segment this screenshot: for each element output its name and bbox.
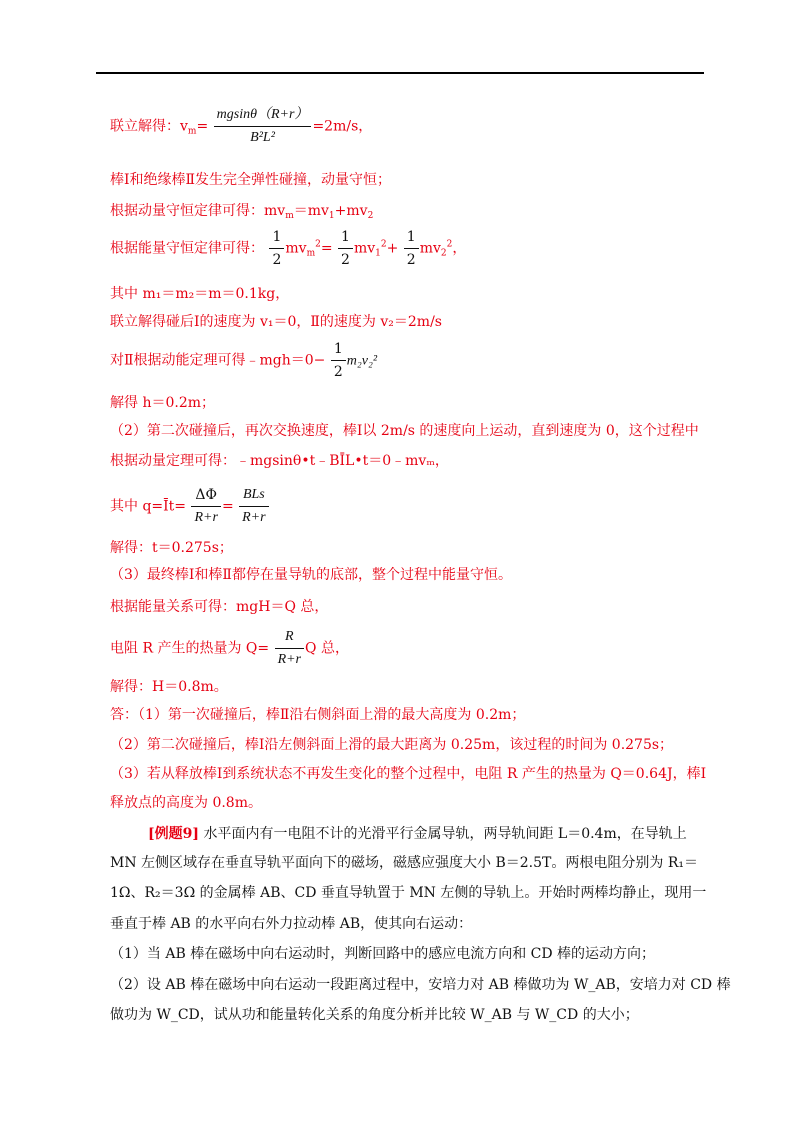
- solution-line-9: （2）第二次碰撞后，再次交换速度，棒Ⅰ以 2m/s 的速度向上运动，直到速度为 0，这个过程中: [110, 423, 699, 439]
- solution-line-15: [110, 628, 349, 669]
- example-line-2: MN 左侧区域存在垂直导轨平面向下的磁场，磁感应强度大小 B＝2.5T。两根电阻分别为 R₁＝: [110, 855, 698, 871]
- text: mv: [419, 240, 441, 257]
- text: m: [187, 126, 197, 137]
- answer-line-3: （3）若从释放棒Ⅰ到系统状态不再发生变化的整个过程中，电阻 R 产生的热量为 Q＝0.64J，棒Ⅰ: [110, 766, 707, 782]
- text: 1: [375, 248, 381, 259]
- solution-line-4: [110, 228, 466, 269]
- fraction-numerator: 1: [404, 228, 419, 249]
- fraction-denominator: 2: [272, 252, 282, 268]
- text: mv: [285, 240, 307, 257]
- example-line-1: [148, 824, 687, 844]
- solution-line-16: 解得：H＝0.8m。: [110, 679, 228, 695]
- fraction-half: [404, 228, 419, 269]
- solution-line-8: 解得 h＝0.2m；: [110, 395, 216, 411]
- text: +mv: [334, 203, 368, 219]
- text: 其中 q=Īt=: [110, 498, 187, 515]
- solution-line-10: 根据动量定理可得：﹣mgsinθ•t﹣BĪL•t＝0﹣mvₘ，: [110, 453, 449, 469]
- fraction-denominator: R+r: [277, 652, 302, 667]
- text: 电阻 R 产生的热量为 Q=: [110, 640, 270, 657]
- fraction-half: [269, 228, 284, 269]
- fraction-numerator: ΔΦ: [191, 486, 220, 507]
- fraction-denominator: 2: [341, 252, 350, 268]
- answer-line-2: （2）第二次碰撞后，棒Ⅰ沿左侧斜面上滑的最大距离为 0.25m，该过程的时间为 0.275s；: [110, 737, 674, 753]
- text: 1: [328, 211, 335, 221]
- text: 2: [446, 239, 453, 250]
- fraction-numerator: mgsinθ（R+r）: [214, 106, 312, 127]
- fraction-numerator: 1: [331, 340, 346, 361]
- text: +: [386, 240, 399, 257]
- header-rule: [96, 72, 704, 74]
- fraction-half: [338, 228, 353, 269]
- example-label: [例题9]: [148, 826, 199, 842]
- text: 2: [440, 248, 447, 259]
- fraction-numerator: 1: [338, 228, 353, 249]
- example-line-5: （1）当 AB 棒在磁场中向右运动时，判断回路中的感应电流方向和 CD 棒的运动方向；: [110, 946, 656, 962]
- text: 2: [315, 239, 321, 250]
- fraction-vm: [214, 106, 312, 147]
- text: ，: [452, 240, 467, 257]
- text: 根据能量守恒定律可得：: [110, 240, 264, 257]
- solution-line-12: 解得：t＝0.275s；: [110, 540, 233, 556]
- example-line-4: 垂直于棒 AB 的水平向右外力拉动棒 AB，使其向右运动：: [110, 916, 473, 932]
- fraction-denominator: R+r: [194, 510, 218, 525]
- text: 水平面内有一电阻不计的光滑平行金属导轨，两导轨间距 L＝0.4m，在导轨上: [199, 826, 687, 842]
- text: m: [285, 211, 294, 221]
- text: 2: [380, 239, 387, 250]
- text: Q 总，: [305, 640, 349, 657]
- text: =: [196, 118, 209, 135]
- solution-line-14: 根据能量关系可得：mgH＝Q 总，: [110, 599, 329, 615]
- fraction-bls: [239, 486, 268, 527]
- fraction-half: [331, 340, 346, 381]
- example-line-7: 做功为 W_CD，试从功和能量转化关系的角度分析并比较 W_AB 与 W_CD 的大小；: [110, 1007, 639, 1023]
- fraction-denominator: 2: [406, 252, 416, 268]
- fraction-numerator: R: [275, 628, 304, 649]
- solution-line-13: （3）最终棒Ⅰ和棒Ⅱ都停在量导轨的底部，整个过程中能量守恒。: [110, 567, 512, 583]
- solution-line-3: [110, 201, 373, 226]
- solution-line-5: 其中 m₁＝m₂＝m＝0.1kg，: [110, 286, 290, 302]
- text: mv: [353, 240, 376, 257]
- text: m: [306, 248, 316, 259]
- text: =: [320, 240, 333, 257]
- text: 联立解得：v: [110, 118, 188, 135]
- fraction-numerator: 1: [269, 228, 284, 249]
- solution-line-11: [110, 486, 270, 527]
- text: 2: [367, 211, 374, 221]
- text: 根据动量守恒定律可得：mv: [110, 203, 286, 219]
- text: =2m/s，: [312, 118, 373, 135]
- fraction-denominator: 2: [333, 364, 343, 380]
- solution-line-1: [110, 106, 372, 147]
- example-line-3: 1Ω、R₂＝3Ω 的金属棒 AB、CD 垂直导轨置于 MN 左侧的导轨上。开始时两棒均静止，现用一: [110, 885, 707, 901]
- text: =: [221, 498, 234, 515]
- fraction-denominator: R+r: [242, 510, 266, 525]
- text: 对Ⅱ根据动能定理可得﹣mgh＝0−: [110, 352, 326, 369]
- fraction-numerator: BLs: [239, 486, 268, 507]
- answer-line-4: 释放点的高度为 0.8m。: [110, 795, 262, 811]
- text: m₂v₂²: [346, 353, 378, 369]
- answer-line-1: 答：（1）第一次碰撞后，棒Ⅱ沿右侧斜面上滑的最大高度为 0.2m；: [110, 707, 526, 723]
- solution-line-7: [110, 340, 377, 381]
- solution-line-6: 联立解得碰后Ⅰ的速度为 v₁＝0，Ⅱ的速度为 v₂＝2m/s: [110, 314, 442, 330]
- fraction-flux: [191, 486, 220, 527]
- example-line-6: （2）设 AB 棒在磁场中向右运动一段距离过程中，安培力对 AB 棒做功为 W_AB，安培力对 CD 棒: [110, 977, 731, 993]
- text: ＝mv: [293, 203, 329, 219]
- fraction-heat: [275, 628, 304, 669]
- solution-line-2: 棒Ⅰ和绝缘棒Ⅱ发生完全弹性碰撞，动量守恒；: [110, 172, 392, 188]
- fraction-denominator: B²L²: [250, 130, 275, 145]
